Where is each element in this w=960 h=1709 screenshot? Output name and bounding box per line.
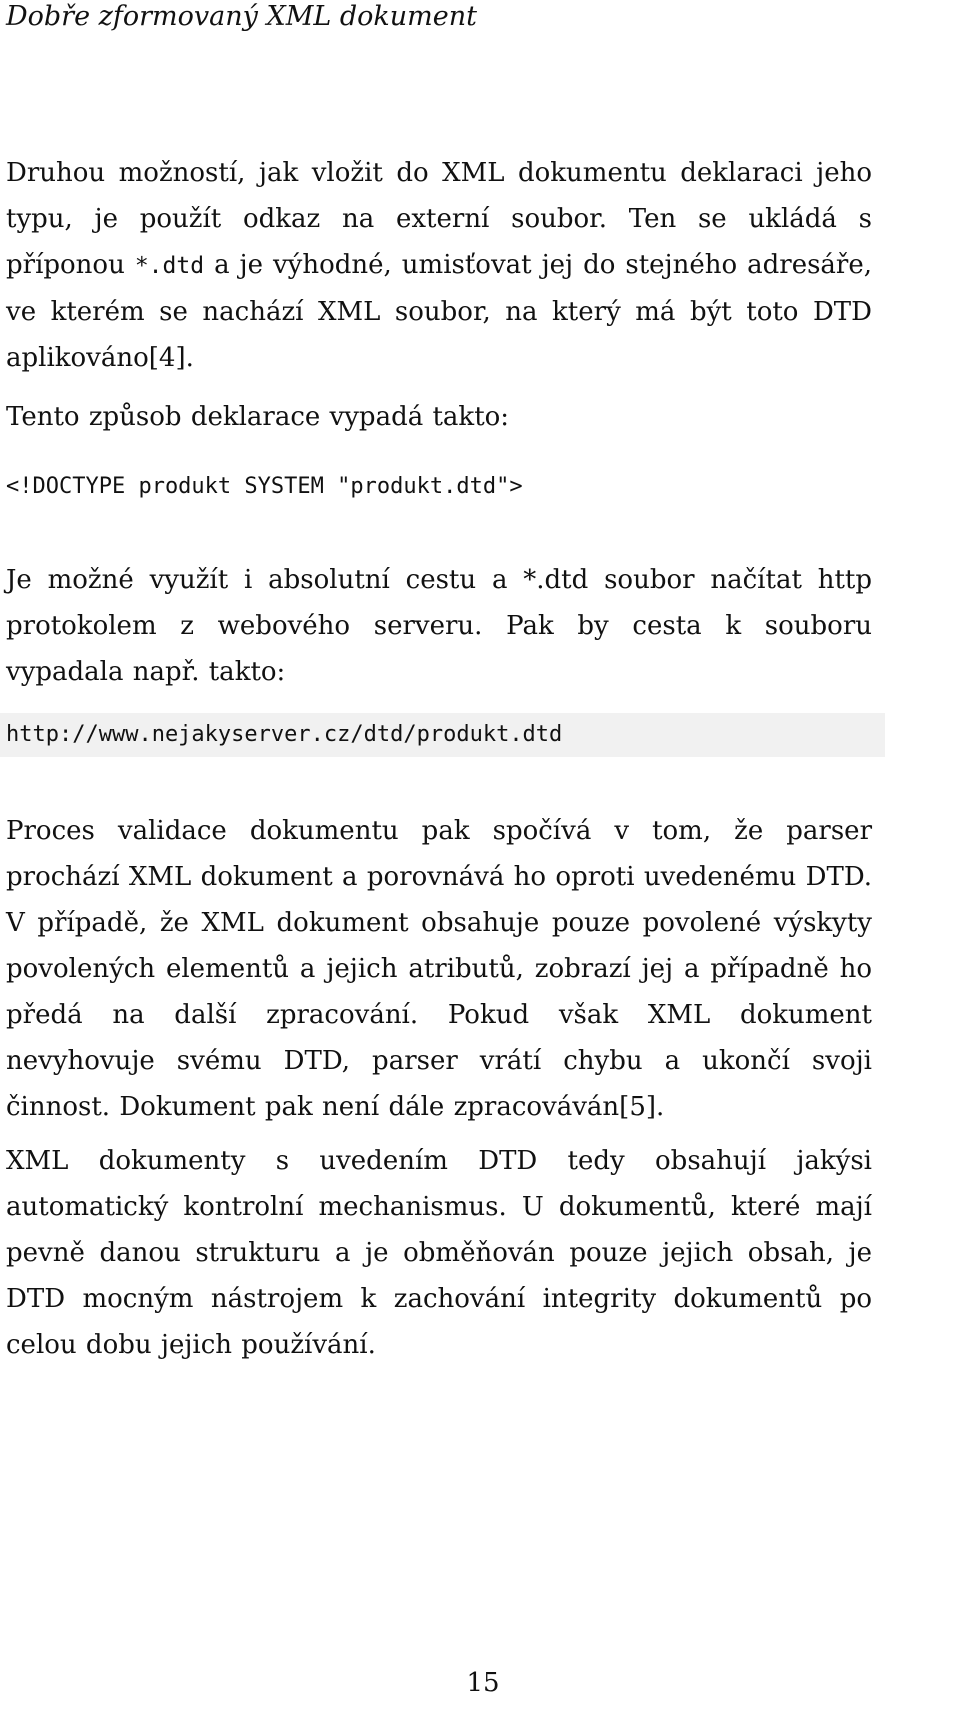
page-number: 15 [466, 1668, 500, 1698]
paragraph-text: Druhou možností, jak vložit do XML dokumentu deklaraci jeho typu, je použít odkaz na externí soubor. Ten se ukládá s příponou [6, 158, 872, 280]
paragraph-text: a je výhodné, umisťovat jej do stejného adresáře, ve kterém se nachází XML soubor, na který má být toto DTD aplikováno[4]. [6, 250, 873, 373]
paragraph-dtd-summary: XML dokumenty s uvedením DTD tedy obsahují jakýsi automatický kontrolní mechanismus. U dokumentů, které mají pevně danou strukturu a je obměňován pouze jejich obsah, je DTD mocným nástrojem k zachování integrity dokumentů po celou dobu jejich používání. [6, 1146, 872, 1360]
paragraph-declaration-intro: Tento způsob deklarace vypadá takto: [6, 402, 510, 432]
running-header: Dobře zformovaný XML dokument [6, 1, 477, 32]
inline-code-extension: *.dtd [134, 253, 205, 279]
document-page [6, 0, 960, 1709]
paragraph-validation-process: Proces validace dokumentu pak spočívá v tom, že parser prochází XML dokument a porovnává ho oproti uvedenému DTD. V případě, že XML dokument obsahuje pouze povolené výskyty povolených elementů a jejich atributů, zobrazí jej a případně ho předá na další zpracování. Pokud však XML dokument nevyhovuje svému DTD, parser vrátí chybu a ukončí svoji činnost. Dokument pak není dále zpracováván[5]. [6, 816, 872, 1122]
paragraph-absolute-path: Je možné využít i absolutní cestu a *.dtd soubor načítat http protokolem z webového serveru. Pak by cesta k souboru vypadala např. takto: [6, 565, 872, 687]
code-dtd-url: http://www.nejakyserver.cz/dtd/produkt.dtd [0, 713, 885, 757]
code-doctype-declaration: <!DOCTYPE produkt SYSTEM "produkt.dtd"> [6, 474, 523, 499]
paragraph-external-dtd [6, 150, 872, 381]
